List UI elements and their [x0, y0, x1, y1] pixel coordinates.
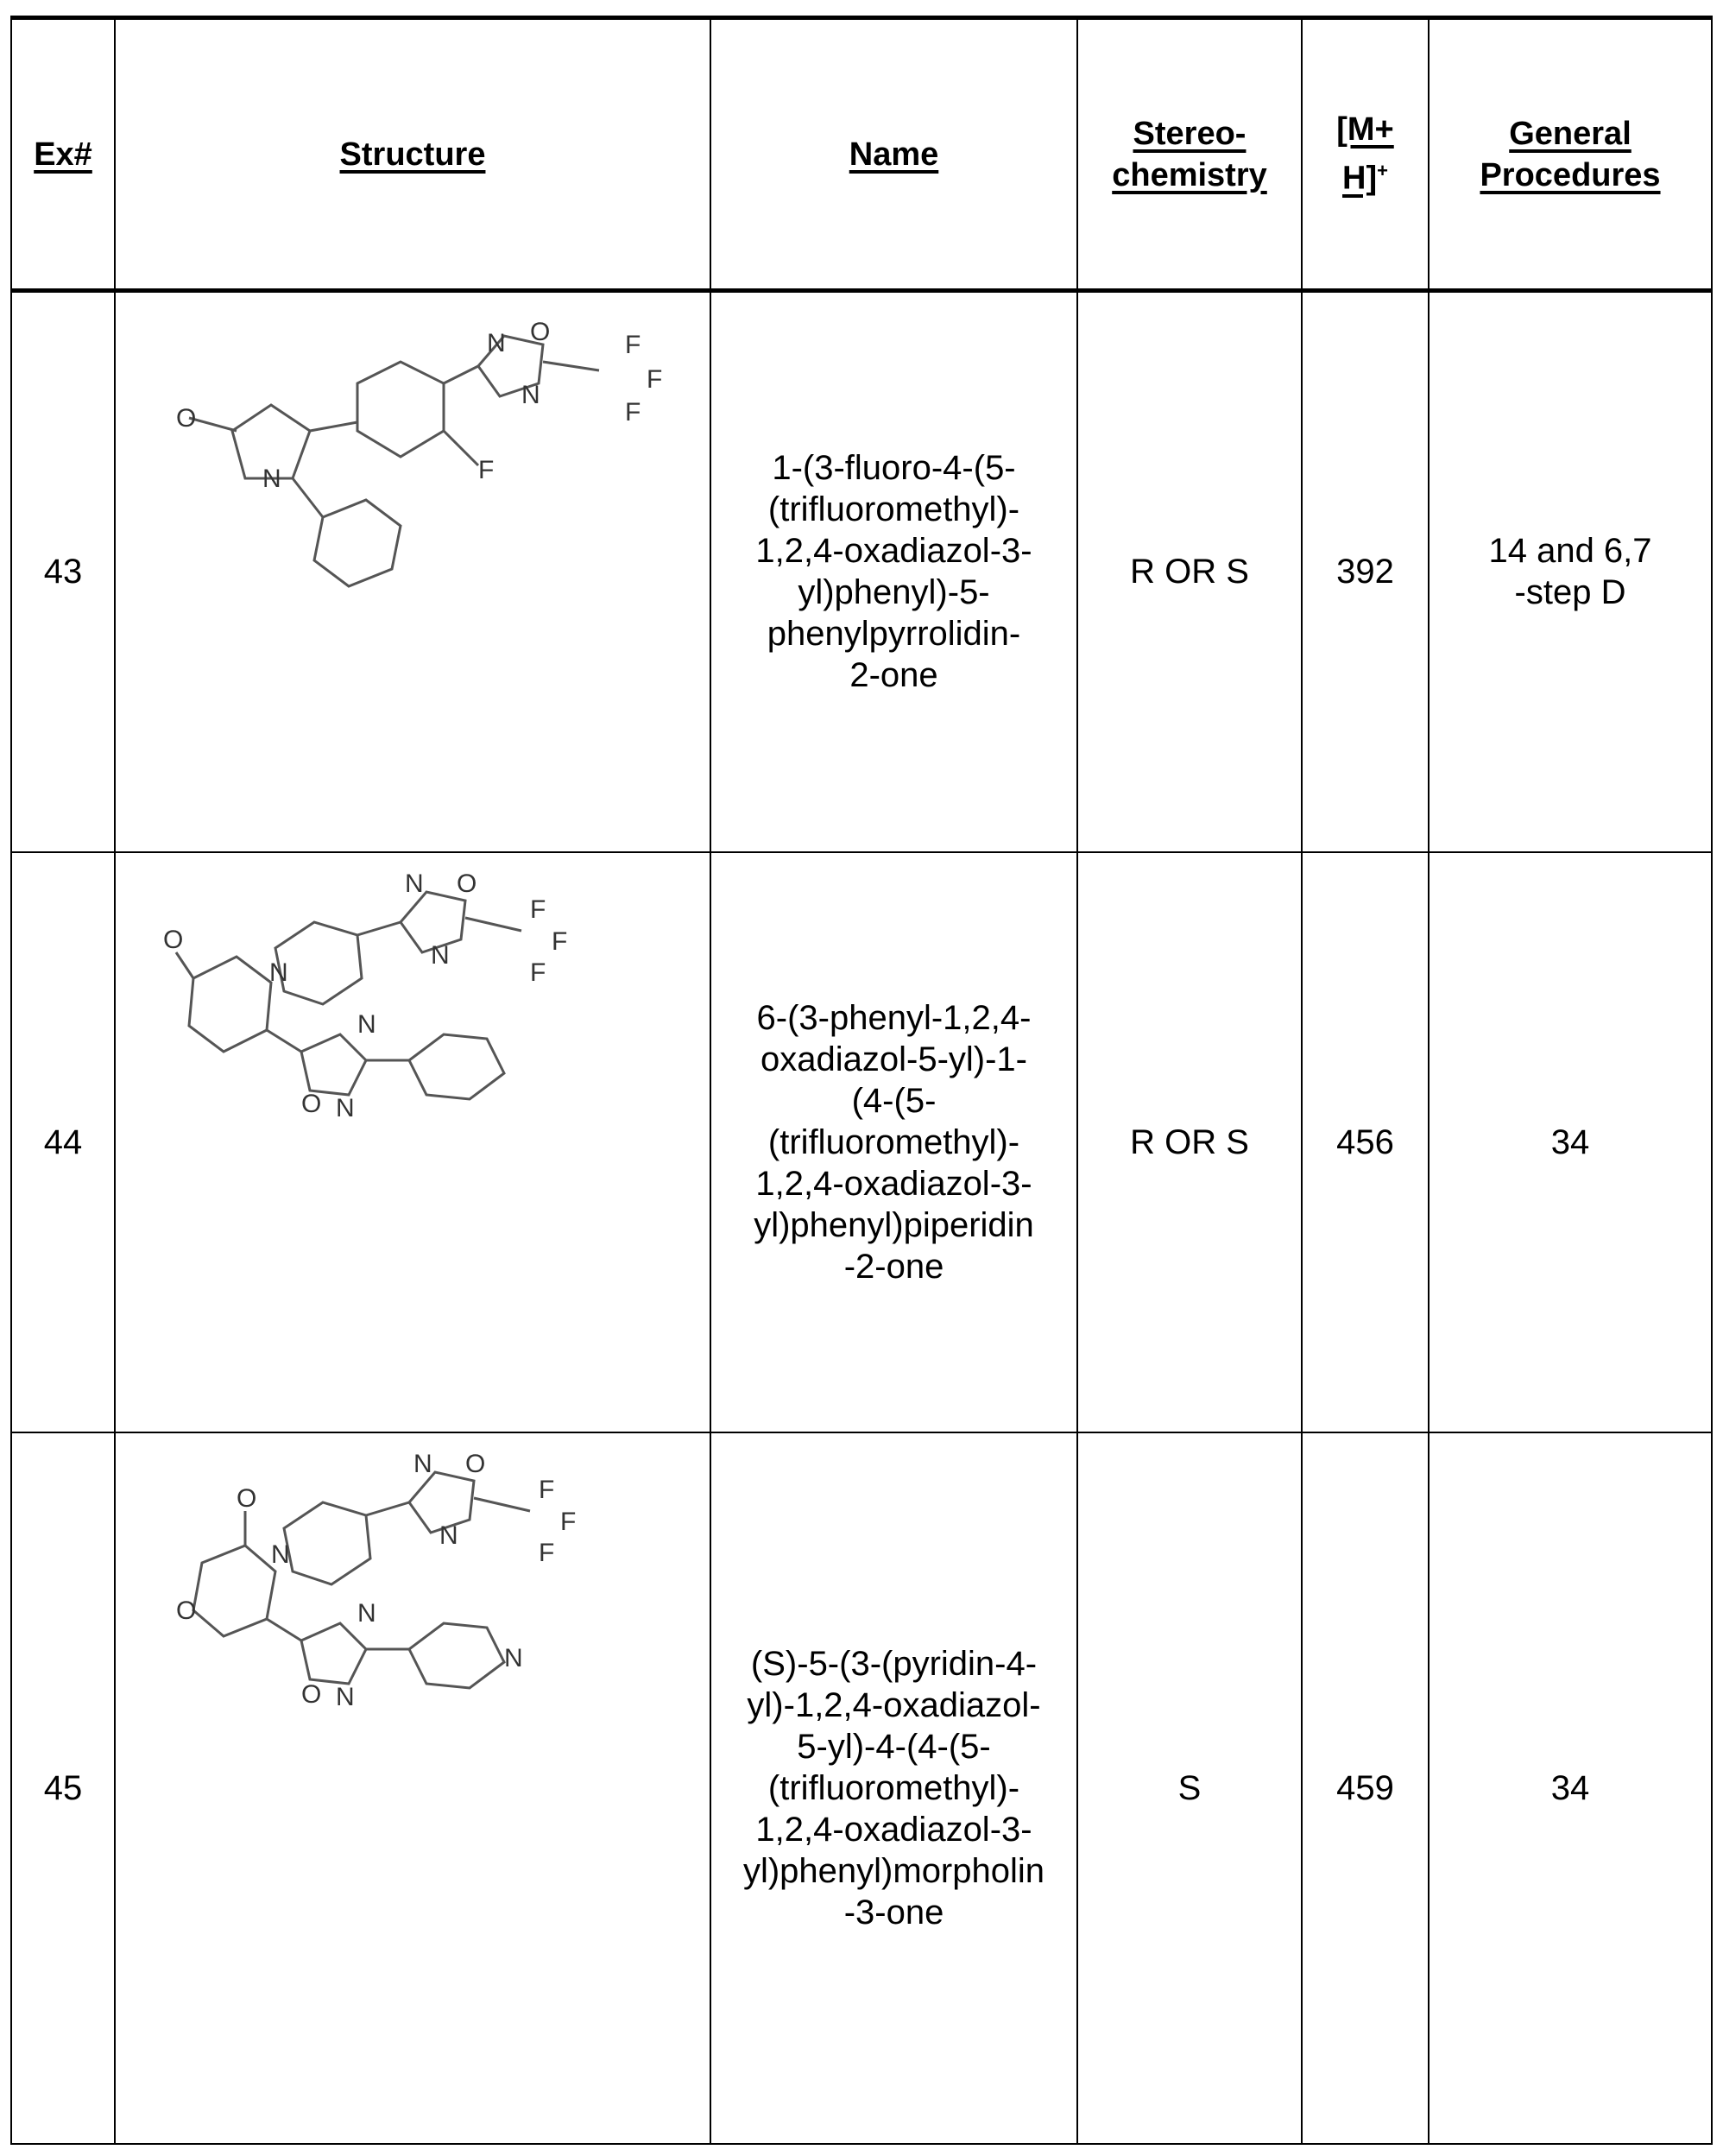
svg-text:N: N — [262, 465, 281, 493]
svg-text:N: N — [439, 1521, 458, 1550]
svg-text:O: O — [163, 926, 183, 954]
svg-text:F: F — [560, 1508, 576, 1536]
svg-text:N: N — [336, 1683, 355, 1711]
structure-45 — [116, 1433, 711, 1779]
svg-text:O: O — [237, 1484, 256, 1513]
table-row — [11, 291, 1712, 852]
structure-image — [115, 852, 710, 1432]
svg-text:N: N — [357, 1599, 376, 1628]
header-structure: Structure — [115, 18, 710, 291]
svg-text:F: F — [539, 1476, 554, 1504]
svg-text:O: O — [465, 1450, 485, 1478]
stereochemistry: R OR S — [1077, 852, 1302, 1432]
compound-table — [10, 16, 1713, 2145]
svg-text:O: O — [530, 318, 550, 346]
general-procedures: 34 — [1429, 852, 1712, 1432]
svg-text:O: O — [457, 869, 477, 898]
svg-text:F: F — [552, 927, 567, 956]
mass-value: 459 — [1302, 1432, 1429, 2144]
header-mass: [M+ H]+ — [1302, 18, 1429, 291]
svg-text:O: O — [301, 1680, 321, 1709]
compound-name: 6-(3-phenyl-1,2,4- oxadiazol-5-yl)-1- (4-(5- (trifluoromethyl)- 1,2,4-oxadiazol-3- yl)phenyl)piperidin -2-one — [710, 852, 1077, 1432]
svg-text:N: N — [269, 958, 288, 987]
svg-text:F: F — [530, 958, 546, 987]
structure-image — [115, 291, 710, 852]
general-procedures: 14 and 6,7 -step D — [1429, 291, 1712, 852]
svg-text:F: F — [530, 895, 546, 924]
structure-43 — [116, 293, 711, 638]
svg-text:N: N — [521, 381, 540, 409]
svg-text:N: N — [357, 1010, 376, 1039]
svg-text:O: O — [176, 1596, 196, 1625]
compound-name: (S)-5-(3-(pyridin-4- yl)-1,2,4-oxadiazol- 5-yl)-4-(4-(5- (trifluoromethyl)- 1,2,4-oxadiazol-3- yl)phenyl)morpholin -3-one — [710, 1432, 1077, 2144]
svg-text:F: F — [625, 331, 641, 359]
ex-number: 44 — [11, 852, 115, 1432]
svg-text:N: N — [405, 869, 424, 898]
stereochemistry: S — [1077, 1432, 1302, 2144]
svg-text:F: F — [647, 365, 662, 394]
svg-text:O: O — [176, 404, 196, 433]
header-general-procedures: General Procedures — [1429, 18, 1712, 291]
svg-text:N: N — [413, 1450, 432, 1478]
header-name: Name — [710, 18, 1077, 291]
table-row — [11, 852, 1712, 1432]
structure-44 — [116, 853, 711, 1198]
svg-text:N: N — [431, 941, 450, 970]
table-row — [11, 1432, 1712, 2144]
general-procedures: 34 — [1429, 1432, 1712, 2144]
ex-number: 43 — [11, 291, 115, 852]
header-row — [11, 18, 1712, 291]
svg-text:O: O — [301, 1090, 321, 1118]
svg-text:N: N — [504, 1644, 523, 1672]
mass-value: 392 — [1302, 291, 1429, 852]
svg-text:N: N — [336, 1094, 355, 1122]
svg-text:N: N — [487, 329, 506, 357]
header-stereochemistry: Stereo- chemistry — [1077, 18, 1302, 291]
header-ex: Ex# — [11, 18, 115, 291]
compound-name: 1-(3-fluoro-4-(5- (trifluoromethyl)- 1,2,4-oxadiazol-3- yl)phenyl)-5- phenylpyrrolidin- 2-one — [710, 291, 1077, 852]
svg-text:F: F — [539, 1539, 554, 1567]
svg-text:N: N — [271, 1540, 290, 1569]
mass-value: 456 — [1302, 852, 1429, 1432]
structure-image — [115, 1432, 710, 2144]
stereochemistry: R OR S — [1077, 291, 1302, 852]
svg-text:F: F — [625, 398, 641, 427]
svg-text:F: F — [478, 456, 494, 484]
ex-number: 45 — [11, 1432, 115, 2144]
